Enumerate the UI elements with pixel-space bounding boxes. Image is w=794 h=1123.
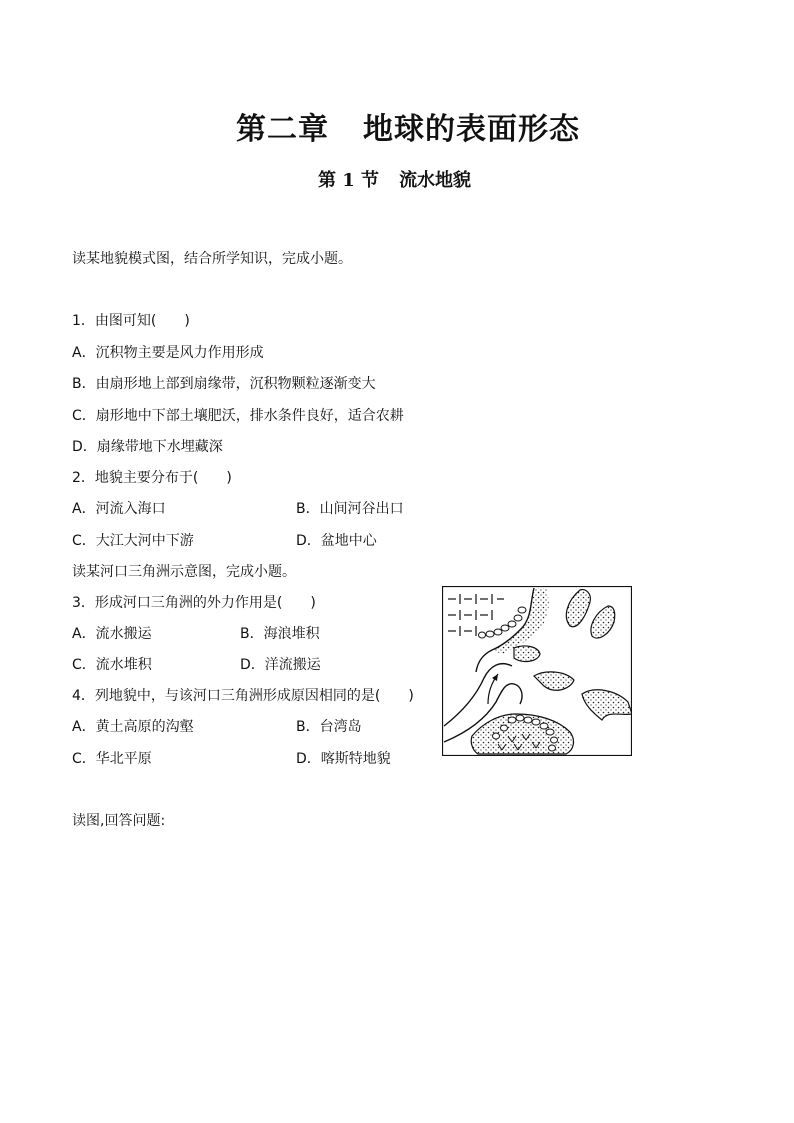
question-2-option-b: B．山间河谷出口 [296,501,404,517]
chapter-number: 第二章 [236,112,329,147]
question-1-option-d: D．扇缘带地下水埋藏深 [72,439,223,455]
question-1-option-b: B．由扇形地上部到扇缘带，沉积物颗粒逐渐变大 [72,376,376,392]
section-number: 第 1 节 [318,170,380,191]
river-delta-diagram [442,586,632,756]
section-title: 流水地貌 [399,170,472,191]
question-1-option-c: C．扇形地中下部土壤肥沃，排水条件良好，适合农耕 [72,408,404,424]
section-heading [318,166,471,192]
intro-text-3: 读图,回答问题: [72,813,166,829]
question-1-stem: 1．由图可知( ) [72,313,190,329]
intro-text-1: 读某地貌模式图，结合所学知识，完成小题。 [72,251,352,267]
question-4-option-b: B．台湾岛 [296,719,362,735]
question-4-option-a: A．黄土高原的沟壑 [72,719,194,735]
question-2-option-c: C．大江大河中下游 [72,533,194,549]
question-4-option-c: C．华北平原 [72,751,152,767]
question-3-stem: 3．形成河口三角洲的外力作用是( ) [72,595,316,611]
question-3-option-a: A．流水搬运 [72,626,152,642]
island-3 [514,646,540,661]
chapter-title: 地球的表面形态 [363,112,580,147]
question-3-option-c: C．流水堆积 [72,657,152,673]
intro-text-2: 读某河口三角洲示意图，完成小题。 [72,564,296,580]
question-2-stem: 2．地貌主要分布于( ) [72,470,232,486]
question-3-option-d: D．洋流搬运 [240,657,321,673]
question-1-option-a: A．沉积物主要是风力作用形成 [72,345,264,361]
question-2-option-d: D．盆地中心 [296,533,377,549]
question-4-option-d: D．喀斯特地貌 [296,751,391,767]
question-3-option-b: B．海浪堆积 [240,626,320,642]
question-2-option-a: A．河流入海口 [72,501,166,517]
question-4-stem: 4．列地貌中，与该河口三角洲形成原因相同的是( ) [72,688,414,704]
chapter-heading [236,104,580,148]
